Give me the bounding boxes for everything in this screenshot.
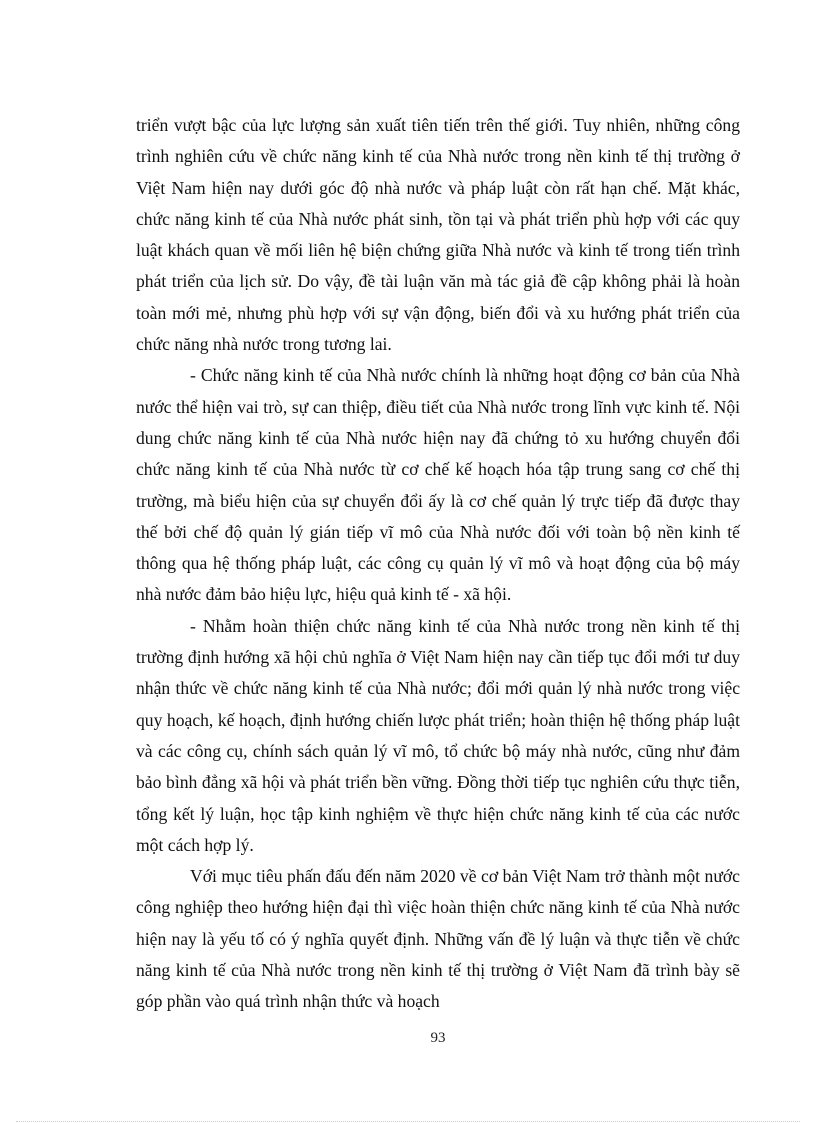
paragraph-improvement-measures: - Nhằm hoàn thiện chức năng kinh tế của Nhà nước trong nền kinh tế thị trường định hướng xã hội chủ nghĩa ở Việt Nam hiện nay cần tiếp tục đổi mới tư duy nhận thức về chức năng kinh tế của Nhà nước; đổi mới quản lý nhà nước trong việc quy hoạch, kế hoạch, định hướng chiến lược phát triển; hoàn thiện hệ thống pháp luật và các công cụ, chính sách quản lý vĩ mô, tổ chức bộ máy nhà nước, cũng như đảm bảo bình đẳng xã hội và phát triển bền vững. Đồng thời tiếp tục nghiên cứu thực tiễn, tổng kết lý luận, học tập kinh nghiệm về thực hiện chức năng kinh tế của các nước một cách hợp lý. — [136, 615, 740, 855]
paragraph-goal-2020: Với mục tiêu phấn đấu đến năm 2020 về cơ bản Việt Nam trở thành một nước công nghiệp theo hướng hiện đại thì việc hoàn thiện chức năng kinh tế của Nhà nước hiện nay là yếu tố có ý nghĩa quyết định. Những vấn đề lý luận và thực tiễn về chức năng kinh tế của Nhà nước trong nền kinh tế thị trường ở Việt Nam đã trình bày sẽ góp phần vào quá trình nhận thức và hoạch — [136, 866, 740, 1012]
paragraph-continuation: triển vượt bậc của lực lượng sản xuất tiên tiến trên thế giới. Tuy nhiên, những công trình nghiên cứu về chức năng kinh tế của Nhà nước trong nền kinh tế thị trường ở Việt Nam hiện nay dưới góc độ nhà nước và pháp luật còn rất hạn chế. Mặt khác, chức năng kinh tế của Nhà nước phát sinh, tồn tại và phát triển phù hợp với các quy luật khách quan về mối liên hệ biện chứng giữa Nhà nước và kinh tế trong tiến trình phát triển của lịch sử. Do vậy, đề tài luận văn mà tác giả đề cập không phải là hoàn toàn mới mẻ, nhưng phù hợp với sự vận động, biến đổi và xu hướng phát triển của chức năng nhà nước trong tương lai. — [136, 115, 740, 355]
page-boundary-divider — [16, 1121, 800, 1122]
paragraph-economic-function-definition: - Chức năng kinh tế của Nhà nước chính là những hoạt động cơ bản của Nhà nước thể hiện vai trò, sự can thiệp, điều tiết của Nhà nước trong lĩnh vực kinh tế. Nội dung chức năng kinh tế của Nhà nước hiện nay đã chứng tỏ xu hướng chuyển đổi chức năng kinh tế của Nhà nước từ cơ chế kế hoạch hóa tập trung sang cơ chế thị trường, mà biểu hiện của sự chuyển đổi ấy là cơ chế quản lý trực tiếp đã được thay thế bởi chế độ quản lý gián tiếp vĩ mô của Nhà nước đối với toàn bộ nền kinh tế thông qua hệ thống pháp luật, các công cụ quản lý vĩ mô và hoạt động của bộ máy nhà nước đảm bảo hiệu lực, hiệu quả kinh tế - xã hội. — [136, 365, 740, 605]
page-number: 93 — [430, 1030, 446, 1046]
body-text — [136, 110, 740, 1018]
